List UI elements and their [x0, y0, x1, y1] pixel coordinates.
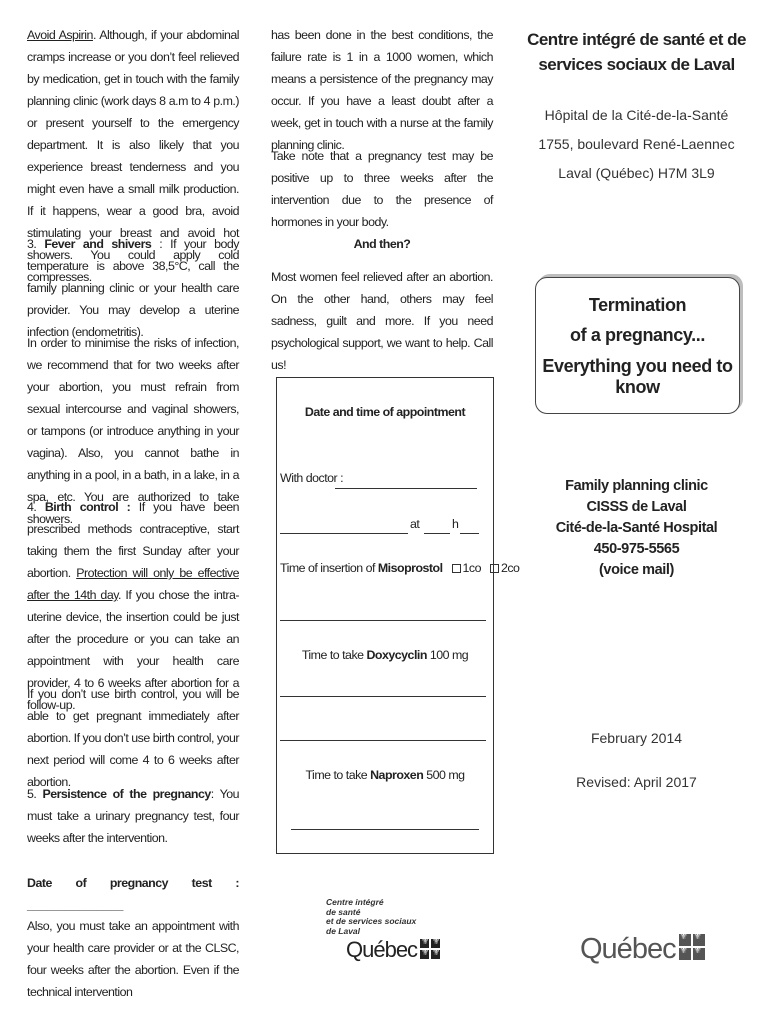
hospital-address: Hôpital de la Cité-de-la-Santé 1755, boulevard René-Laennec Laval (Québec) H7M 3L9	[538, 107, 735, 181]
cisss-laval-logo: Centre intégré de santé et de services sociaux de Laval Québec ⚜ ⚜ ⚜ ⚜	[326, 898, 440, 963]
fever-paragraph: 3. Fever and shivers : If your body temperature is above 38,5°C, call the family planning clinic or your health care provider. You may develop a uterine infection (endometritis).	[27, 237, 240, 339]
misoprostol-2co-checkbox[interactable]	[490, 564, 499, 573]
naproxen-label: Time to take Naproxen 500 mg	[305, 768, 465, 782]
hour-line[interactable]	[424, 533, 450, 534]
quebec-logo: Québec ⚜ ⚜ ⚜ ⚜	[580, 933, 705, 966]
naproxen-time-line[interactable]	[291, 829, 479, 830]
failure-rate-paragraph: has been done in the best conditions, the failure rate is 1 in a 1000 women, which means a persistence of the pregnancy may occur. If you have a least doubt after a week, get in touch with a nurse at the family planning clinic.	[271, 28, 493, 152]
appointment-title: Date and time of appointment	[304, 405, 466, 419]
no-birth-control-paragraph: If you don’t use birth control, you will be able to get pregnant immediately after abortion. If you don’t use birth control, your next period will come 4 to 6 weeks after abortion.	[27, 687, 239, 789]
birth-control-paragraph: 4. Birth control : If you have been prescribed methods contraceptive, start taking them the first Sunday after your abortion. Protection will only be effective after the 14th day. If you chose the intra-uterine device, the insertion could be just after the procedure or you can take an appointment with your health care provider, 4 to 6 weeks after abortion for a follow-up.	[27, 500, 239, 712]
appointment-form	[276, 377, 520, 854]
appointment-date-line[interactable]	[280, 533, 408, 534]
organization-name: Centre intégré de santé et de services sociaux de Laval	[527, 30, 746, 74]
doxycyclin-label: Time to take Doxycyclin 100 mg	[301, 648, 469, 662]
infection-paragraph: In order to minimise the risks of infection, we recommend that for two weeks after your abortion, you must refrain from sexual intercourse and vaginal showers, or tampons (or introduce anything in your vagina). Also, you cannot bathe in anything in a pool, in a bath, in a lake, in a spa, etc. You are authorized to take showers.	[27, 336, 239, 526]
doxycyclin-time-line-1[interactable]	[280, 696, 486, 697]
clinic-contact: Family planning clinic CISSS de Laval Cité-de-la-Santé Hospital 450-975-5565 (voice mail)	[523, 476, 750, 581]
clsc-paragraph: Also, you must take an appointment with your health care provider or at the CLSC, four weeks after the abortion. Even if the technical intervention	[27, 919, 239, 999]
persistence-paragraph: 5. Persistence of the pregnancy: You must take a urinary pregnancy test, four weeks after the intervention.	[27, 787, 239, 845]
publication-date: February 2014	[590, 730, 683, 746]
title-line-1: Termination	[588, 295, 687, 315]
with-doctor-label: With doctor :	[280, 471, 344, 485]
pregnancy-test-note: Take note that a pregnancy test may be positive up to three weeks after the intervention due to the presence of hormones in your body.	[271, 149, 493, 229]
misoprostol-1co-checkbox[interactable]	[452, 564, 461, 573]
and-then-heading: And then?	[353, 237, 411, 251]
doxycyclin-time-line-2[interactable]	[280, 740, 486, 741]
title-line-2: of a pregnancy...	[570, 325, 705, 345]
doctor-name-line[interactable]	[335, 488, 477, 489]
aspirin-paragraph: Avoid Aspirin. Although, if your abdominal cramps increase or you don’t feel relieved by medication, get in touch with the family planning clinic (work days 8 a.m to 4 p.m.) or present yourself to the emergency department. It is also likely that you experience breast tenderness and you might even have a small milk production. If it happens, wear a good bra, avoid stimulating your breast and avoid hot showers. You could apply cold compresses.	[27, 28, 239, 284]
at-label: at	[410, 517, 420, 531]
minute-line[interactable]	[460, 533, 479, 534]
quebec-flag-icon	[420, 939, 440, 959]
quebec-flag-icon	[679, 934, 705, 960]
revision-date: Revised: April 2017	[576, 774, 697, 790]
support-paragraph: Most women feel relieved after an abortion. On the other hand, others may feel sadness, guilt and more. If you need psychological support, we want to help. Call us!	[271, 270, 493, 372]
pregnancy-test-date-field: Date of pregnancy test : _______________	[27, 876, 239, 912]
title-line-3: Everything you need to know	[542, 356, 733, 397]
brochure-title-card	[535, 277, 740, 414]
h-label: h	[452, 517, 459, 531]
misoprostol-label: Time of insertion of Misoprostol 1co 2co	[280, 561, 520, 575]
clinic-phone: 450-975-5565	[593, 541, 680, 557]
misoprostol-time-line[interactable]	[280, 620, 486, 621]
